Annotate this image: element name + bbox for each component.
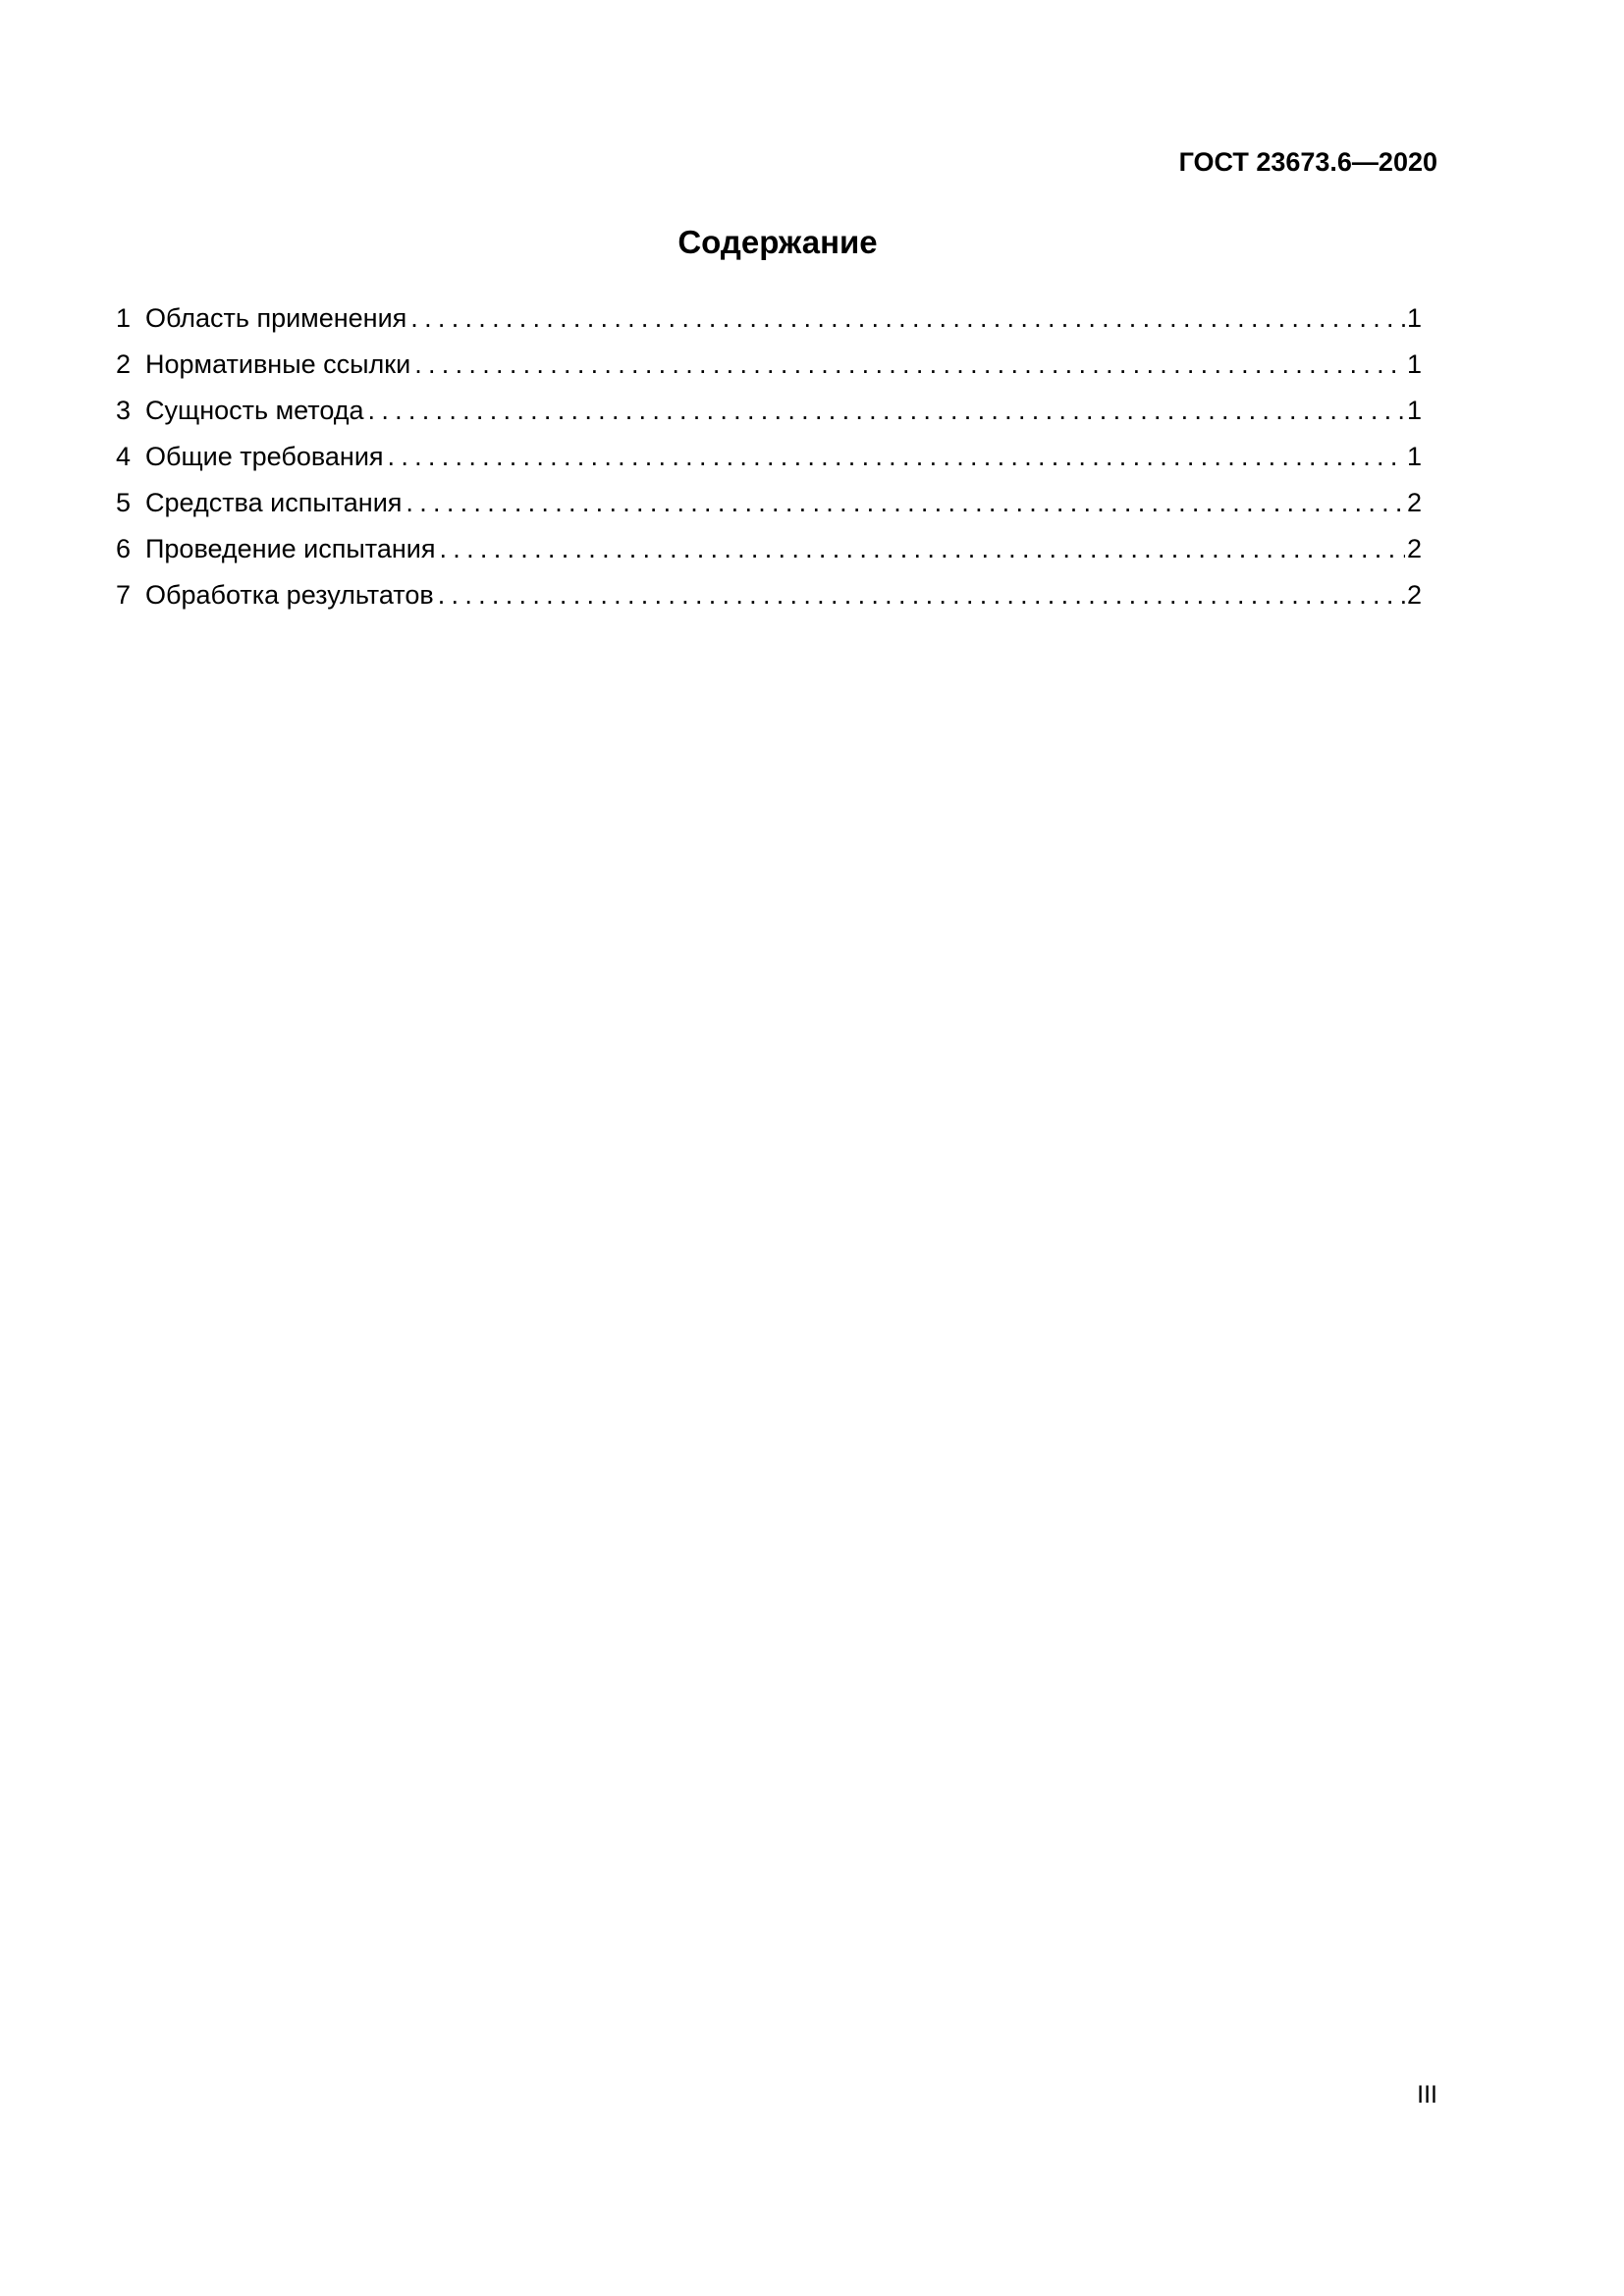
toc-item-page: 2 <box>1406 488 1422 517</box>
toc-item-page: 1 <box>1406 303 1422 333</box>
toc-item[interactable] <box>116 437 1422 483</box>
toc-item[interactable] <box>116 391 1422 437</box>
toc-item-label: Обработка результатов <box>145 580 434 610</box>
toc-item[interactable] <box>116 345 1422 391</box>
document-code: ГОСТ 23673.6—2020 <box>1178 147 1437 177</box>
toc-item-label: Средства испытания <box>145 488 403 517</box>
toc-dot-leader <box>410 345 1405 384</box>
toc-item[interactable] <box>116 529 1422 575</box>
toc-item-page: 1 <box>1406 442 1422 471</box>
table-of-contents <box>116 298 1422 621</box>
toc-item-page: 1 <box>1406 349 1422 379</box>
toc-item-number: 5 <box>116 488 132 517</box>
toc-item-number: 3 <box>116 396 132 425</box>
page-number: III <box>1417 2081 1437 2109</box>
toc-item[interactable] <box>116 575 1422 621</box>
toc-item-number: 6 <box>116 534 132 563</box>
toc-item-page: 1 <box>1406 396 1422 425</box>
toc-dot-leader <box>402 483 1405 522</box>
toc-item[interactable] <box>116 483 1422 529</box>
toc-item-label: Общие требования <box>145 442 384 471</box>
toc-item-label: Нормативные ссылки <box>145 349 411 379</box>
toc-item-page: 2 <box>1406 534 1422 563</box>
toc-dot-leader <box>434 575 1405 614</box>
toc-item-number: 7 <box>116 580 132 610</box>
toc-item-number: 1 <box>116 303 132 333</box>
toc-item-number: 2 <box>116 349 132 379</box>
toc-item-number: 4 <box>116 442 132 471</box>
toc-dot-leader <box>384 437 1405 476</box>
toc-dot-leader <box>435 529 1404 568</box>
toc-item-page: 2 <box>1406 580 1422 610</box>
toc-item[interactable] <box>116 298 1422 345</box>
toc-item-label: Проведение испытания <box>145 534 436 563</box>
toc-item-label: Область применения <box>145 303 407 333</box>
toc-dot-leader <box>364 391 1405 430</box>
toc-dot-leader <box>406 298 1405 338</box>
toc-item-label: Сущность метода <box>145 396 364 425</box>
toc-title: Содержание <box>677 224 878 260</box>
